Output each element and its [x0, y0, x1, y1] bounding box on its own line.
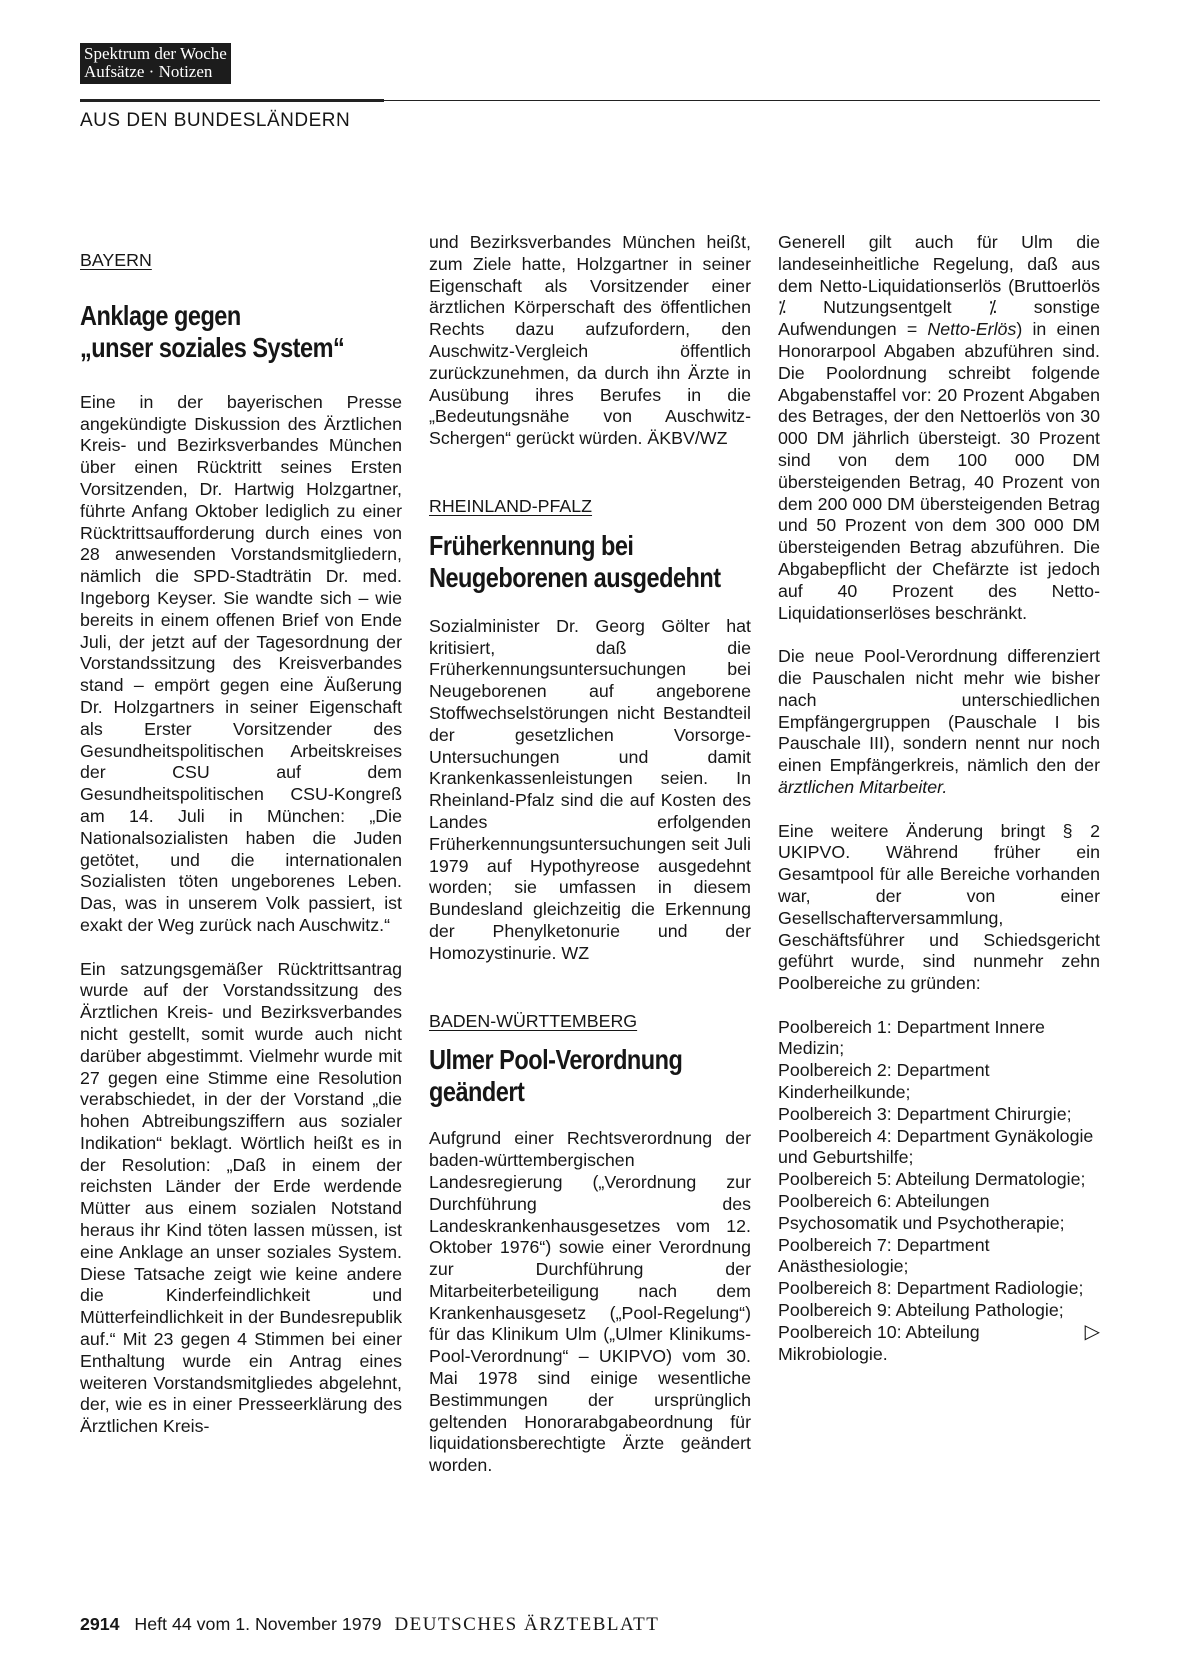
- list-item: Poolbereich 6: Abteilungen Psychosomatik und Psychotherapie;: [778, 1191, 1065, 1233]
- list-item: [778, 1322, 1100, 1366]
- baden-p2-text-b: ) in einen Honorarpool Abgaben abzuführen sind. Die Poolordnung schreibt folgende Abgabenstaffel vor: 20 Prozent Abgaben des Betrages, der den Nettoerlös von 30 000 DM jährlich übersteigt. 30 Prozent sind von dem 100 000 DM übersteigenden Betrag, 40 Prozent von dem 200 000 DM übersteigenden Betrag und 50 Prozent von dem 300 000 DM übersteigenden Betrag abzuführen. Die Abgabepflicht der Chefärzte ist jedoch auf 40 Prozent des Netto-Liquidationserlöses beschränkt.: [778, 319, 1100, 623]
- rubric-label: [80, 43, 231, 84]
- baden-p2-text-a: Generell gilt auch für Ulm die landeseinheitliche Regelung, daß aus dem Netto-Liquidationserlös (Bruttoerlös ⁒ Nutzungsentgelt ⁒ sonstige Aufwendungen =: [778, 232, 1100, 340]
- headline-bayern: [80, 300, 405, 364]
- column-3: [778, 232, 1100, 1365]
- baden-p3-italic: ärztlichen Mitarbeiter.: [778, 776, 948, 797]
- list-item: Poolbereich 3: Department Chirurgie;: [778, 1103, 1072, 1124]
- list-item: Poolbereich 2: Department Kinderheilkunde;: [778, 1060, 990, 1103]
- bayern-paragraph-1: Eine in der bayerischen Presse angekündigte Diskussion des Ärztlichen Kreis- und Bezirksverbandes München über einen Rücktritt seines Ersten Vorsitzenden, Dr. Hartwig Holzgartner, führte Anfang Oktober lediglich zu einer Rücktrittsaufforderung durch eines von 28 anwesenden Vorstandsmitgliedern, nämlich die SPD-Stadträtin Dr. med. Ingeborg Keyser. Sie wandte sich – wie bereits in einem offenen Brief von Ende Juli, der jetzt auf der Tagesordnung der Vorstandssitzung des Kreisverbandes stand – empört gegen eine Äußerung Dr. Holzgartners in seiner Eigenschaft als Erster Vorsitzender des Gesundheitspolitischen Arbeitskreises der CSU auf dem Gesundheitspolitischen CSU-Kongreß am 14. Juli in München: „Die Nationalsozialisten haben die Juden getötet, und die internationalen Sozialisten töten ungeborenes Leben. Das, was in unserem Volk passiert, ist exakt der Weg zurück nach Auschwitz.“: [80, 391, 402, 935]
- region-label-baden: BADEN-WÜRTTEMBERG: [429, 1010, 638, 1031]
- rubric-line-1: Spektrum der Woche: [84, 44, 227, 63]
- baden-p3-text-a: Die neue Pool-Verordnung differenziert die Pauschalen nicht mehr wie bisher nach unterschiedlichen Empfängergruppen (Pauschale I bis Pauschale III), sondern nennt nur noch einen Empfängerkreis, nämlich den der: [778, 646, 1100, 776]
- baden-p2-italic: Netto-Erlös: [927, 319, 1017, 340]
- list-item: Poolbereich 8: Department Radiologie;: [778, 1278, 1084, 1299]
- headline-bayern-line2: „unser soziales System“: [80, 331, 345, 363]
- page-number: 2914: [80, 1614, 120, 1634]
- headline-baden-line1: Ulmer Pool-Verordnung: [429, 1044, 683, 1076]
- rheinland-paragraph-1: Sozialminister Dr. Georg Gölter hat kritisiert, daß die Früherkennungsuntersuchungen bei Neugeborenen auf angeborene Stoffwechselstörungen nicht Bestandteil der gesetzlichen Vorsorge-Untersuchungen und damit Krankenkassenleistungen seien. In Rheinland-Pfalz sind die auf Kosten des Landes erfolgenden Früherkennungsuntersuchungen seit Juli 1979 auf Hypothyreose ausgedehnt worden; sie umfassen in diesem Bundesland gleichzeitig die Erkennung der Phenylketonurie und der Homozystinurie. WZ: [429, 615, 751, 963]
- headline-rheinland-line1: Früherkennung bei: [429, 529, 634, 561]
- continue-arrow-icon: ▷: [1084, 1320, 1100, 1343]
- list-item-text: Poolbereich 10: Abteilung Mikrobiologie.: [778, 1321, 980, 1364]
- headline-baden: [429, 1044, 754, 1108]
- magazine-name: DEUTSCHES ÄRZTEBLATT: [394, 1614, 660, 1635]
- baden-paragraph-3: [778, 646, 1100, 799]
- headline-bayern-line1: Anklage gegen: [80, 299, 241, 331]
- region-label-bayern: BAYERN: [80, 250, 152, 270]
- list-item: Poolbereich 4: Department Gynäkologie und Geburtshilfe;: [778, 1125, 1094, 1168]
- headline-baden-line2: geändert: [429, 1076, 525, 1108]
- header-rule: [80, 100, 1100, 101]
- bayern-paragraph-2: Ein satzungsgemäßer Rücktrittsantrag wurde auf der Vorstandssitzung des Ärztlichen Kreis- und Bezirksverbandes nicht gestellt, somit wurde auch nicht darüber abgestimmt. Vielmehr wurde mit 27 gegen eine Stimme eine Resolution verabschiedet, in der der Vorstand „die hohen Abtreibungsziffern aus sozialer Indikation“ beklagt. Wörtlich heißt es in der Resolution: „Daß in einem der reichsten Länder der Erde werdende Mütter aus einem sozialen Notstand heraus ihr Kind töten lassen müssen, ist eine Anklage an unser soziales System. Diese Tatsache zeigt wie keine andere die Kinderfeindlichkeit und Mütterfeindlichkeit in der Bundesrepublik auf.“ Mit 23 gegen 4 Stimmen bei einer Enthaltung wurde ein Antrag eines weiteren Vorstandsmitgliedes abgelehnt, der, wie es in einer Presseerklärung des Ärztlichen Kreis-: [80, 958, 402, 1437]
- baden-paragraph-4: Eine weitere Änderung bringt § 2 UKIPVO. Während früher ein Gesamtpool für alle Bereiche vorhanden war, der von einer Gesellschafterversammlung, Geschäftsführer und Schiedsgericht geführt wurde, sind nunmehr zehn Poolbereiche zu gründen:: [778, 820, 1100, 994]
- list-item: Poolbereich 9: Abteilung Pathologie;: [778, 1300, 1064, 1321]
- region-label-rheinland: RHEINLAND-PFALZ: [429, 495, 593, 516]
- section-title: AUS DEN BUNDESLÄNDERN: [80, 110, 351, 131]
- list-item: Poolbereich 1: Department Innere Medizin;: [778, 1016, 1045, 1059]
- baden-paragraph-2: [778, 232, 1100, 624]
- list-item: Poolbereich 5: Abteilung Dermatologie;: [778, 1169, 1086, 1190]
- headline-rheinland: [429, 530, 754, 594]
- headline-rheinland-line2: Neugeborenen ausgedehnt: [429, 561, 721, 593]
- list-item: Poolbereich 7: Department Anästhesiologie;: [778, 1234, 990, 1277]
- issue-info: Heft 44 vom 1. November 1979: [134, 1614, 382, 1634]
- baden-paragraph-1: Aufgrund einer Rechtsverordnung der baden-württembergischen Landesregierung („Verordnung zur Durchführung des Landeskrankenhausgesetzes vom 12. Oktober 1976“) sowie einer Verordnung zur Durchführung der Mitarbeiterbeteiligung nach dem Krankenhausgesetz („Pool-Regelung“) für das Klinikum Ulm („Ulmer Klinikums-Pool-Verordnung“ – UKIPVO) vom 30. Mai 1978 sind einige wesentliche Bestimmungen der ursprünglich geltenden Honorarabgabeordnung für liquidationsberechtigte Ärzte geändert worden.: [429, 1128, 751, 1476]
- rubric-line-2: Aufsätze · Notizen: [84, 62, 213, 81]
- poolbereich-list: [778, 1017, 1100, 1366]
- page-footer: [80, 1614, 659, 1636]
- column-1: [80, 250, 402, 1438]
- bayern-paragraph-3: und Bezirksverbandes München heißt, zum Ziele hatte, Holzgartner in seiner Eigenschaft als Vorsitzender einer ärztlichen Körperschaft des öffentlichen Rechts dazu aufzufordern, den Auschwitz-Vergleich öffentlich zurückzunehmen, da durch ihn Ärzte in Ausübung ihres Berufes in die „Bedeutungsnähe von Auschwitz-Schergen“ gerückt würden. ÄKBV/WZ: [429, 232, 751, 449]
- column-2: [429, 232, 751, 1477]
